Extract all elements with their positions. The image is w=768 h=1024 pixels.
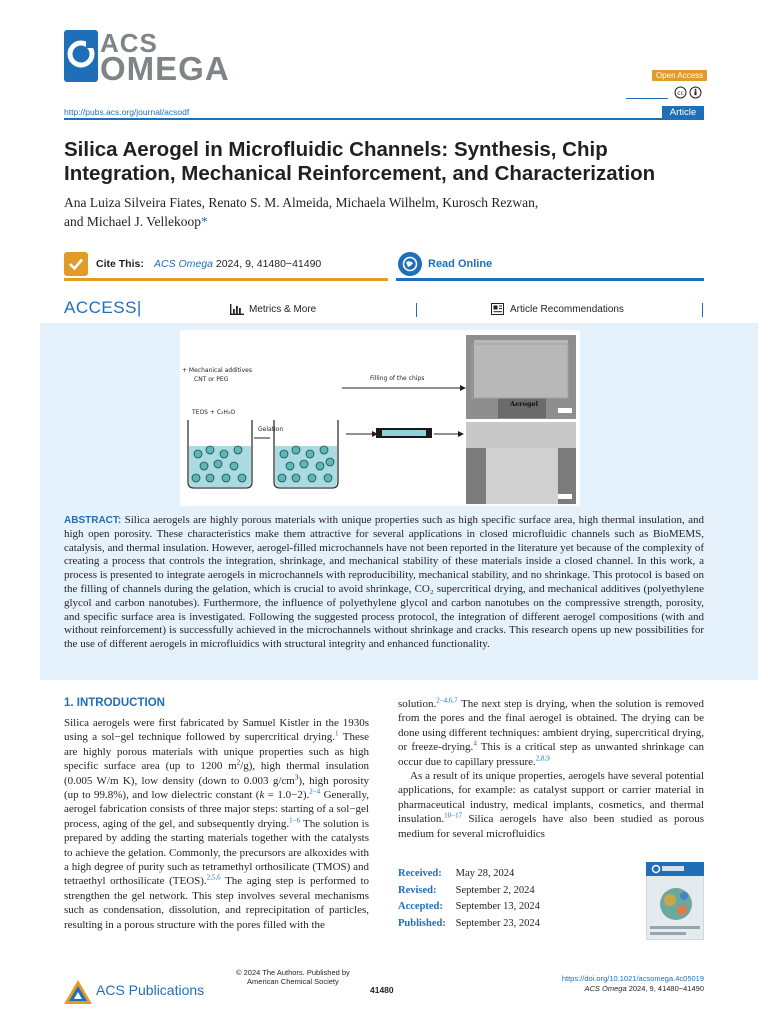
- citation-ref[interactable]: 1: [334, 729, 339, 738]
- date-row: [398, 866, 540, 883]
- metrics-bar-chart-icon: [230, 304, 244, 315]
- acs-publications-wordmark[interactable]: ACS Publications: [96, 982, 205, 998]
- logo-acs-text: ACS: [100, 28, 158, 58]
- toc-aerogel-label: Aerogel: [510, 400, 539, 408]
- toc-graphic-drawing: [180, 330, 580, 506]
- citation-ref[interactable]: 2−4: [309, 787, 321, 796]
- journal-cover-thumbnail[interactable]: [646, 862, 704, 940]
- article-recommendations-link[interactable]: Article Recommendations: [510, 304, 624, 315]
- date-row: [398, 883, 540, 900]
- access-label-text: ACCESS: [64, 298, 137, 317]
- article-type-badge: Article: [662, 106, 704, 120]
- citation-ref[interactable]: 2−4,6,7: [436, 696, 458, 705]
- page-number: 41480: [370, 985, 394, 995]
- footer-journal-citation: [520, 984, 704, 994]
- intro-p1-text: = 1.0−2).: [264, 789, 310, 802]
- cite-check-icon: [64, 252, 88, 276]
- intro-p2-text: solution.: [398, 698, 437, 710]
- date-row: [398, 916, 540, 933]
- svg-text:cc: cc: [677, 90, 684, 97]
- abstract-body: Silica aerogels are highly porous materials with unique properties such as high specific surface area, high thermal insulation, and high open porosity. These characteristics make them attractive for several applications in closed microfluidic channels such as BioMEMS, catalysis, and thermal insulation. However, aerogel-filled microchannels have not been reported in the literature yet because of the complexity of creating a process that controls the integration, shrinkage, and mechanical stability of these materials inside a closed channel. In this work, a process is presented to integrate aerogels in microchannels with reproducibility, mechanical stability, and no shrinkage. This protocol is based on the filling of channels during the gelation, which is crucial to avoid shrinkage, CO₂ supercritical drying, and mechanical additives (polyethylene glycol and carbon nanotubes). Furthermore, the influence of polyethylene glycol and carbon nanotubes on the compressive strength, porosity, and specific surface area is investigated. Following the suggested process protocol, the integration of different aerogel compositions (with and without reinforcement) is successfully achieved in the microchannels without shrinkage and cracks. This research opens up new possibilities for the use of different aerogels in microfluidics with structural integrity and enhanced functionality.: [64, 514, 704, 651]
- date-value: May 28, 2024: [455, 868, 515, 879]
- toc-additives-label: + Mechanical additives: [182, 367, 252, 374]
- footer-journal-name: ACS Omega: [584, 983, 627, 993]
- date-label: Accepted:: [398, 901, 443, 912]
- access-separator-1: [416, 303, 417, 317]
- intro-paragraph-3: [398, 769, 704, 841]
- article-dates: [398, 866, 540, 932]
- acs-omega-logo-mark: [64, 30, 100, 84]
- doi-link[interactable]: https://doi.org/10.1021/acsomega.4c05019: [561, 974, 704, 983]
- toc-gelation-label: Gelation: [258, 426, 284, 433]
- date-label: Published:: [398, 917, 446, 929]
- logo-omega-text: OMEGA: [100, 50, 230, 87]
- intro-p1-text: Generally, aerogel fabrication consists of three major steps: starting of a sol−gel process, aging of the gel, and subsequently drying.: [64, 789, 369, 830]
- copyright-notice: [236, 968, 350, 986]
- article-title: Silica Aerogel in Microfluidic Channels: Synthesis, Chip Integration, Mechanical Reinforcement, and Characterization: [64, 138, 656, 185]
- date-label: Revised:: [398, 884, 437, 896]
- cite-journal[interactable]: ACS Omega: [154, 258, 213, 270]
- superscript: 2: [236, 758, 241, 767]
- author-line-1: Ana Luiza Silveira Fiates, Renato S. M. Almeida, Michaela Wilhelm, Kurosch Rezwan,: [64, 195, 539, 210]
- toc-graphic: [180, 330, 580, 506]
- intro-p1-text: /g), high thermal insulation (0.005 W/m K), low density (down to 0.003 g/cm: [64, 760, 369, 787]
- citation-ref[interactable]: 1−6: [289, 816, 301, 825]
- read-online-bar[interactable]: [396, 252, 704, 281]
- footer-citation: [520, 974, 704, 993]
- abstract-label: ABSTRACT:: [64, 515, 122, 526]
- footer-journal-details: 2024, 9, 41480−41490: [626, 983, 704, 993]
- cite-details: 2024, 9, 41480−41490: [212, 258, 322, 270]
- citation-ref[interactable]: 2,5,6: [206, 873, 221, 882]
- toc-filling-label: Filling of the chips: [370, 375, 425, 382]
- read-online-link[interactable]: Read Online: [428, 258, 493, 270]
- access-label: [64, 298, 142, 318]
- intro-p3-text: Silica aerogels have also been studied as porous medium for several microfluidics: [398, 813, 704, 840]
- header-rule: [64, 118, 704, 120]
- intro-p2-text: This is a critical step as unwanted shrinkage can occur due to capillary pressure.: [398, 741, 704, 768]
- toc-reagents-label: TEOS + C₂H₅O: [192, 409, 236, 416]
- citation-ref[interactable]: 4: [473, 739, 477, 748]
- cite-this-citation[interactable]: [154, 258, 321, 270]
- access-separator-2: [702, 303, 703, 317]
- intro-p3-text: As a result of its unique properties, aerogels have several potential applications, for example: as catalyst support or carrier material in pharmaceutical industry, medical implants, cosmetics, and thermal insulation.: [398, 770, 704, 826]
- journal-url-link[interactable]: http://pubs.acs.org/journal/acsodf: [64, 107, 190, 117]
- copyright-line-2: American Chemical Society: [247, 977, 339, 986]
- date-value: September 13, 2024: [455, 901, 540, 912]
- intro-p1-text: These are highly porous materials with unique properties such as high specific surface area (up to 1200 m: [64, 731, 369, 773]
- metrics-and-more-link[interactable]: Metrics & More: [249, 304, 317, 315]
- author-line-2: [64, 212, 704, 231]
- abstract-text: [64, 514, 704, 652]
- intro-p1-text: ), high porosity (up to 99.8%), and low dielectric constant (: [64, 774, 369, 802]
- intro-p1-text: The aging step is performed to strengthen the gel network. This step involves several mechanisms such as condensation, dissolution, and reprecipitation of particles, resulting in a porous structure with the pores filled with the: [64, 875, 369, 931]
- open-access-badge[interactable]: Open Access: [652, 70, 707, 81]
- date-value: September 2, 2024: [455, 884, 535, 896]
- cite-this-label: Cite This:: [96, 258, 144, 270]
- section-heading-introduction: 1. INTRODUCTION: [64, 697, 165, 709]
- copyright-line-1: © 2024 The Authors. Published by: [236, 968, 350, 977]
- date-value: September 23, 2024: [455, 917, 540, 929]
- intro-p1-text: Silica aerogels were first fabricated by Samuel Kistler in the 1930s using a sol−gel technique followed by supercritical drying.: [64, 717, 369, 744]
- acs-publications-logo-icon: [64, 980, 92, 1004]
- intro-p1-text: The solution is prepared by adding the starting materials together with the catalysts to achieve the gelation. Commonly, the precursors are alkoxides with a high degree of purity such as tetramethyl orthosilicate (TMOS) and tetraethyl orthosilicate (TEOS).: [64, 817, 369, 888]
- creative-commons-icon[interactable]: [674, 86, 704, 99]
- body-column-left: [64, 716, 369, 932]
- recommendations-icon: [491, 303, 504, 315]
- italic-symbol: k: [259, 789, 265, 802]
- date-row: [398, 899, 540, 916]
- intro-paragraph-2: [398, 697, 704, 769]
- citation-ref[interactable]: 2,8,9: [535, 753, 550, 762]
- corresponding-author-mark[interactable]: *: [200, 214, 208, 229]
- author-list: [64, 193, 704, 231]
- superscript: 3: [294, 772, 299, 781]
- body-column-right: [398, 697, 704, 841]
- globe-icon: [398, 252, 422, 276]
- intro-p2-text: The next step is drying, when the solution is removed from the pores and the final aerogel is obtained. The drying can be done using different techniques: ambient drying, supercritical drying, or freeze-drying.: [398, 698, 704, 754]
- author-line-2-text[interactable]: and Michael J. Vellekoop: [64, 214, 201, 229]
- toc-additives-sub: CNT or PEG: [194, 376, 229, 383]
- citation-ref[interactable]: 10−17: [444, 811, 463, 820]
- access-divider: |: [136, 298, 142, 317]
- cite-this-bar[interactable]: [64, 252, 388, 281]
- cc-underline: [626, 98, 668, 99]
- date-label: Received:: [398, 868, 442, 879]
